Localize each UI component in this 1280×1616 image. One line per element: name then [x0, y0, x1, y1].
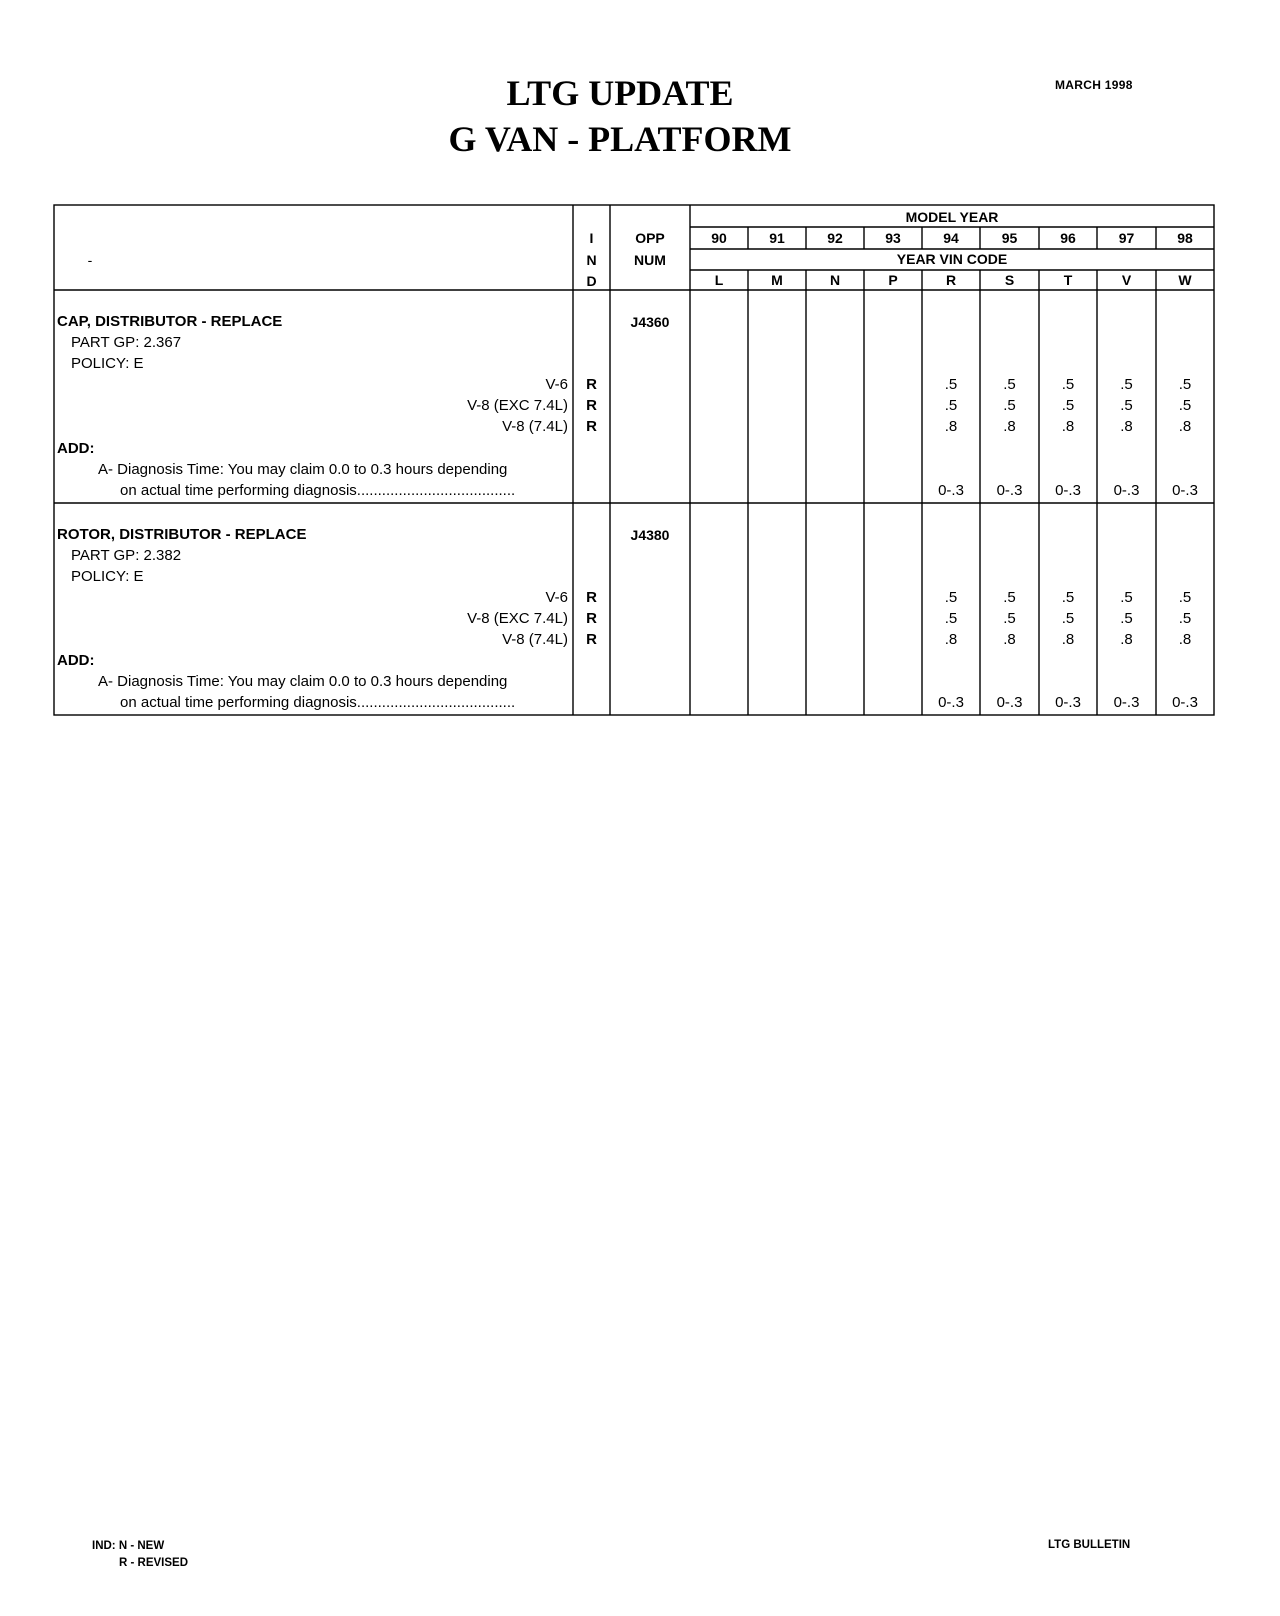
vin-code-header: S	[1004, 272, 1015, 288]
ind-legend-new: IND: N - NEW	[92, 1540, 165, 1552]
labor-time-value: .8	[1003, 418, 1016, 435]
model-year-header: MODEL YEAR	[905, 209, 999, 225]
vin-code-header: T	[1063, 272, 1073, 288]
diagnosis-time-value: 0-.3	[1172, 482, 1198, 499]
year-vin-code-header: YEAR VIN CODE	[896, 251, 1008, 267]
opp-number: J4360	[630, 314, 670, 330]
labor-time-value: .8	[1178, 631, 1192, 648]
diagnosis-time-value: 0-.3	[1113, 694, 1140, 711]
labor-time-value: .8	[1003, 631, 1016, 648]
ind-legend-revised: R - REVISED	[119, 1557, 189, 1569]
vin-code-header: M	[771, 272, 783, 288]
labor-time-value: .5	[944, 589, 958, 606]
labor-time-value: .8	[1061, 418, 1075, 435]
year-header: 93	[885, 230, 901, 246]
year-header: 91	[769, 230, 785, 246]
year-header: 94	[943, 230, 959, 246]
vin-code-header: P	[888, 272, 898, 288]
vin-code-header: V	[1121, 272, 1132, 288]
engine-label: V-8 (EXC 7.4L)	[467, 397, 568, 414]
year-header: 90	[711, 230, 727, 246]
description-header-mark: -	[87, 252, 93, 268]
part-group: PART GP: 2.367	[71, 334, 182, 351]
labor-time-value: .5	[1003, 376, 1016, 393]
labor-time-value: .5	[1061, 589, 1075, 606]
ind-code: R	[586, 589, 597, 606]
ind-header-d: D	[586, 273, 597, 289]
vin-code-header: W	[1178, 272, 1192, 288]
labor-time-value: .5	[944, 610, 958, 627]
section-title: ROTOR, DISTRIBUTOR - REPLACE	[57, 526, 307, 543]
labor-time-value: .5	[1120, 589, 1133, 606]
ind-header-n: N	[586, 252, 597, 268]
year-header: 95	[1001, 230, 1018, 246]
opp-header: OPP	[635, 230, 665, 246]
labor-time-value: .5	[1003, 589, 1016, 606]
labor-time-value: .5	[1003, 610, 1016, 627]
ind-code: R	[586, 610, 597, 627]
labor-time-value: .5	[1178, 610, 1192, 627]
ind-code: R	[586, 376, 597, 393]
diagnosis-time-value: 0-.3	[996, 694, 1023, 711]
engine-label: V-6	[545, 376, 568, 393]
year-header: 92	[827, 230, 843, 246]
ind-header-i: I	[589, 230, 594, 246]
add-label: ADD:	[57, 440, 95, 457]
ind-code: R	[586, 631, 597, 648]
vin-code-header: R	[945, 272, 957, 288]
labor-time-value: .5	[1061, 397, 1075, 414]
vin-code-header: L	[714, 272, 724, 288]
document-date: MARCH 1998	[1055, 78, 1133, 92]
labor-time-value: .5	[1120, 376, 1133, 393]
labor-time-value: .8	[1061, 631, 1075, 648]
ind-code: R	[586, 397, 597, 414]
labor-time-value: .5	[1178, 589, 1192, 606]
labor-time-value: .8	[944, 631, 958, 648]
ind-code: R	[586, 418, 597, 435]
year-header: 96	[1060, 230, 1076, 246]
section-title: CAP, DISTRIBUTOR - REPLACE	[57, 313, 283, 330]
add-label: ADD:	[57, 652, 95, 669]
labor-time-value: .5	[1003, 397, 1016, 414]
diagnosis-time-value: 0-.3	[1055, 482, 1081, 499]
add-note-line: on actual time performing diagnosis......................................	[120, 482, 516, 499]
add-note-line: on actual time performing diagnosis......................................	[120, 694, 516, 711]
part-group: PART GP: 2.382	[71, 547, 182, 564]
diagnosis-time-value: 0-.3	[1172, 694, 1198, 711]
document-title: LTG UPDATE	[506, 73, 734, 113]
year-header: 97	[1118, 230, 1135, 246]
num-header: NUM	[634, 252, 666, 268]
engine-label: V-8 (7.4L)	[502, 631, 568, 648]
document-subtitle: G VAN - PLATFORM	[448, 119, 792, 159]
labor-time-value: .5	[944, 376, 958, 393]
labor-time-value: .8	[944, 418, 958, 435]
engine-label: V-6	[545, 589, 568, 606]
engine-label: V-8 (7.4L)	[502, 418, 568, 435]
labor-time-value: .5	[1061, 376, 1075, 393]
labor-time-value: .5	[1178, 397, 1192, 414]
policy: POLICY: E	[71, 355, 144, 372]
labor-time-value: .8	[1178, 418, 1192, 435]
labor-time-value: .5	[944, 397, 958, 414]
year-header: 98	[1177, 230, 1193, 246]
engine-label: V-8 (EXC 7.4L)	[467, 610, 568, 627]
labor-time-value: .5	[1061, 610, 1075, 627]
labor-time-value: .8	[1120, 631, 1133, 648]
diagnosis-time-value: 0-.3	[1055, 694, 1081, 711]
add-note-line: A- Diagnosis Time: You may claim 0.0 to 0.3 hours depending	[98, 461, 508, 478]
vin-code-header: N	[829, 272, 841, 288]
diagnosis-time-value: 0-.3	[996, 482, 1023, 499]
diagnosis-time-value: 0-.3	[938, 694, 964, 711]
labor-time-value: .5	[1120, 610, 1133, 627]
bulletin-label: LTG BULLETIN	[1048, 1539, 1131, 1551]
labor-time-value: .8	[1120, 418, 1133, 435]
policy: POLICY: E	[71, 568, 144, 585]
labor-time-value: .5	[1120, 397, 1133, 414]
diagnosis-time-value: 0-.3	[938, 482, 964, 499]
add-note-line: A- Diagnosis Time: You may claim 0.0 to 0.3 hours depending	[98, 673, 508, 690]
diagnosis-time-value: 0-.3	[1113, 482, 1140, 499]
labor-time-value: .5	[1178, 376, 1192, 393]
opp-number: J4380	[630, 527, 670, 543]
